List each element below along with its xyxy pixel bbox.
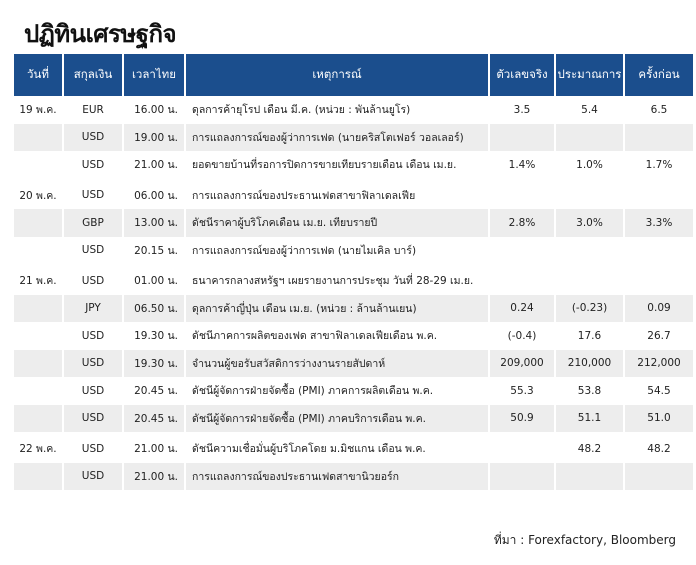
row-actual <box>490 237 554 265</box>
row-event: ดุลการค้ายุโรป เดือน มี.ค. (หน่วย : พันล้านยูโร) <box>186 96 488 124</box>
row-currency: USD <box>64 377 122 405</box>
row-event: ดัชนีผู้จัดการฝ่ายจัดซื้อ (PMI) ภาคบริการเดือน พ.ค. <box>186 405 488 433</box>
row-previous <box>625 124 693 152</box>
row-time: 21.00 น. <box>124 432 184 463</box>
row-currency: USD <box>64 432 122 463</box>
row-event: ยอดขายบ้านที่รอการปิดการขายเทียบรายเดือน เดือน เม.ย. <box>186 151 488 179</box>
row-time: 06.00 น. <box>124 179 184 210</box>
row-actual <box>490 432 554 463</box>
row-date <box>14 405 62 433</box>
row-time: 19.30 น. <box>124 350 184 378</box>
row-actual <box>490 124 554 152</box>
table-row <box>14 463 693 491</box>
row-date <box>14 350 62 378</box>
row-previous <box>625 463 693 491</box>
row-actual: 1.4% <box>490 151 554 179</box>
row-date <box>14 377 62 405</box>
table-header-row <box>14 54 693 96</box>
row-actual: 2.8% <box>490 209 554 237</box>
row-currency: USD <box>64 264 122 295</box>
row-actual: (-0.4) <box>490 322 554 350</box>
row-previous: 48.2 <box>625 432 693 463</box>
row-time: 01.00 น. <box>124 264 184 295</box>
row-time: 19.30 น. <box>124 322 184 350</box>
row-date: 21 พ.ค. <box>14 264 62 295</box>
table-row <box>14 96 693 124</box>
table-row <box>14 350 693 378</box>
header-currency: สกุลเงิน <box>64 54 122 96</box>
row-date <box>14 295 62 323</box>
economic-calendar-table <box>12 54 695 490</box>
table-row <box>14 124 693 152</box>
row-actual: 3.5 <box>490 96 554 124</box>
table-row <box>14 322 693 350</box>
header-event: เหตุการณ์ <box>186 54 488 96</box>
row-forecast <box>556 124 623 152</box>
row-previous <box>625 237 693 265</box>
row-forecast: 48.2 <box>556 432 623 463</box>
row-date: 19 พ.ค. <box>14 96 62 124</box>
table-row <box>14 179 693 210</box>
row-forecast: 210,000 <box>556 350 623 378</box>
row-previous <box>625 264 693 295</box>
row-forecast <box>556 179 623 210</box>
table-row <box>14 151 693 179</box>
row-currency: USD <box>64 151 122 179</box>
row-time: 13.00 น. <box>124 209 184 237</box>
header-actual: ตัวเลขจริง <box>490 54 554 96</box>
row-actual: 55.3 <box>490 377 554 405</box>
row-event: ดัชนีความเชื่อมั่นผู้บริโภคโดย ม.มิชแกน เดือน พ.ค. <box>186 432 488 463</box>
row-date: 22 พ.ค. <box>14 432 62 463</box>
row-event: ดัชนีราคาผู้บริโภคเดือน เม.ย. เทียบรายปี <box>186 209 488 237</box>
row-forecast: 1.0% <box>556 151 623 179</box>
table-row <box>14 295 693 323</box>
row-previous: 26.7 <box>625 322 693 350</box>
row-time: 20.15 น. <box>124 237 184 265</box>
row-date <box>14 151 62 179</box>
row-actual <box>490 264 554 295</box>
row-currency: USD <box>64 124 122 152</box>
row-event: การแถลงการณ์ของผู้ว่าการเฟด (นายไมเคิล บาร์) <box>186 237 488 265</box>
table-row <box>14 209 693 237</box>
row-time: 19.00 น. <box>124 124 184 152</box>
row-date: 20 พ.ค. <box>14 179 62 210</box>
row-event: การแถลงการณ์ของผู้ว่าการเฟด (นายคริสโตเฟอร์ วอลเลอร์) <box>186 124 488 152</box>
row-previous: 1.7% <box>625 151 693 179</box>
row-date <box>14 237 62 265</box>
row-forecast: 53.8 <box>556 377 623 405</box>
row-event: ดุลการค้าญี่ปุ่น เดือน เม.ย. (หน่วย : ล้านล้านเยน) <box>186 295 488 323</box>
header-time: เวลาไทย <box>124 54 184 96</box>
row-date <box>14 124 62 152</box>
table-body <box>14 96 693 490</box>
row-time: 16.00 น. <box>124 96 184 124</box>
row-currency: USD <box>64 405 122 433</box>
row-currency: USD <box>64 350 122 378</box>
row-forecast <box>556 463 623 491</box>
row-forecast: (-0.23) <box>556 295 623 323</box>
row-previous: 54.5 <box>625 377 693 405</box>
row-previous: 212,000 <box>625 350 693 378</box>
table-row <box>14 377 693 405</box>
row-forecast <box>556 237 623 265</box>
source-note: ที่มา : Forexfactory, Bloomberg <box>493 533 676 547</box>
row-forecast: 3.0% <box>556 209 623 237</box>
row-event: ดัชนีผู้จัดการฝ่ายจัดซื้อ (PMI) ภาคการผลิตเดือน พ.ค. <box>186 377 488 405</box>
table-row <box>14 405 693 433</box>
row-currency: JPY <box>64 295 122 323</box>
row-time: 21.00 น. <box>124 151 184 179</box>
row-forecast: 5.4 <box>556 96 623 124</box>
header-forecast: ประมาณการ <box>556 54 623 96</box>
row-currency: USD <box>64 463 122 491</box>
table-row <box>14 432 693 463</box>
header-date: วันที่ <box>14 54 62 96</box>
row-actual <box>490 179 554 210</box>
table-row <box>14 264 693 295</box>
header-previous: ครั้งก่อน <box>625 54 693 96</box>
row-forecast <box>556 264 623 295</box>
row-event: การแถลงการณ์ของประธานเฟดสาขาฟิลาเดลเฟีย <box>186 179 488 210</box>
row-date <box>14 322 62 350</box>
row-forecast: 51.1 <box>556 405 623 433</box>
row-time: 06.50 น. <box>124 295 184 323</box>
row-event: ดัชนีภาคการผลิตของเฟด สาขาฟิลาเดลเฟียเดือน พ.ค. <box>186 322 488 350</box>
row-previous <box>625 179 693 210</box>
row-currency: USD <box>64 322 122 350</box>
row-currency: GBP <box>64 209 122 237</box>
row-date <box>14 463 62 491</box>
table-row <box>14 237 693 265</box>
row-previous: 3.3% <box>625 209 693 237</box>
row-time: 20.45 น. <box>124 405 184 433</box>
row-currency: USD <box>64 237 122 265</box>
row-time: 21.00 น. <box>124 463 184 491</box>
row-previous: 51.0 <box>625 405 693 433</box>
row-actual: 209,000 <box>490 350 554 378</box>
row-event: ธนาคารกลางสหรัฐฯ เผยรายงานการประชุม วันที่ 28-29 เม.ย. <box>186 264 488 295</box>
row-actual: 0.24 <box>490 295 554 323</box>
row-time: 20.45 น. <box>124 377 184 405</box>
row-date <box>14 209 62 237</box>
row-currency: USD <box>64 179 122 210</box>
row-event: การแถลงการณ์ของประธานเฟดสาขานิวยอร์ก <box>186 463 488 491</box>
row-actual <box>490 463 554 491</box>
row-actual: 50.9 <box>490 405 554 433</box>
row-previous: 6.5 <box>625 96 693 124</box>
row-event: จำนวนผู้ขอรับสวัสดิการว่างงานรายสัปดาห์ <box>186 350 488 378</box>
row-previous: 0.09 <box>625 295 693 323</box>
page-title: ปฏิทินเศรษฐกิจ <box>24 20 177 48</box>
row-forecast: 17.6 <box>556 322 623 350</box>
row-currency: EUR <box>64 96 122 124</box>
